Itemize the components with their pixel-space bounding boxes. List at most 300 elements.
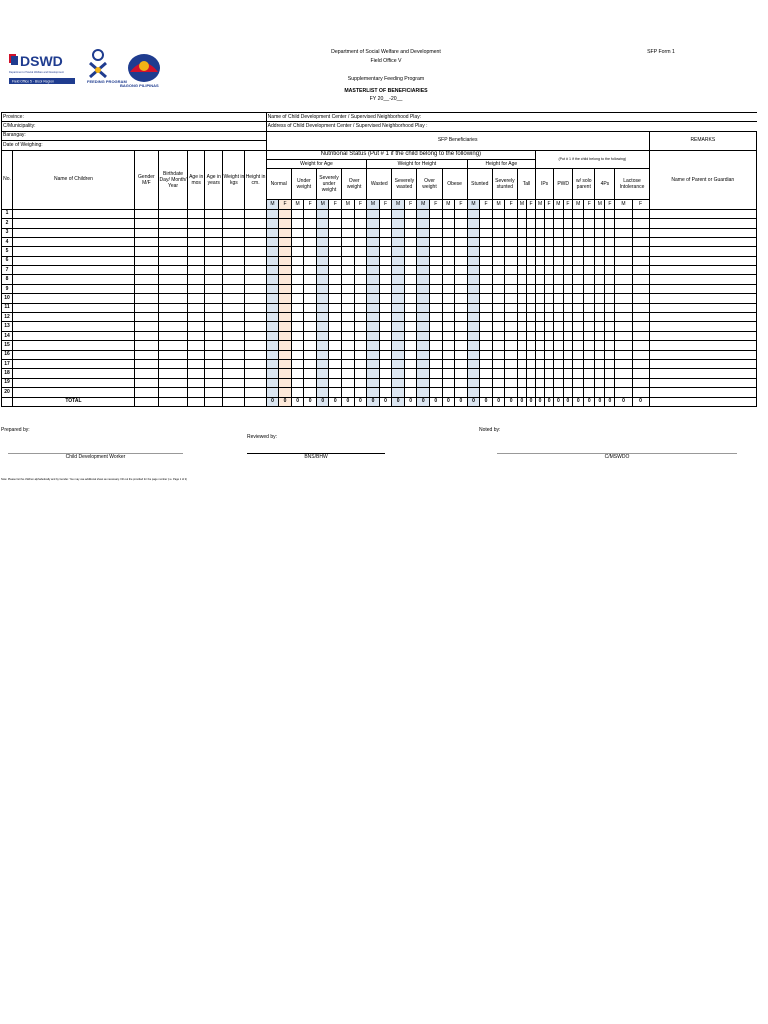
status-cell[interactable] — [467, 284, 480, 293]
status-cell[interactable] — [266, 294, 279, 303]
status-cell[interactable] — [329, 284, 342, 293]
status-cell[interactable] — [266, 359, 279, 368]
status-cell[interactable] — [404, 303, 417, 312]
status-cell[interactable] — [467, 369, 480, 378]
status-cell[interactable] — [392, 247, 405, 256]
status-cell[interactable] — [417, 247, 430, 256]
status-cell[interactable] — [573, 256, 584, 265]
status-cell[interactable] — [455, 322, 468, 331]
input-cell[interactable] — [205, 331, 223, 340]
status-cell[interactable] — [404, 228, 417, 237]
input-cell[interactable] — [188, 219, 205, 228]
status-cell[interactable] — [429, 228, 442, 237]
status-cell[interactable] — [329, 247, 342, 256]
status-cell[interactable] — [392, 341, 405, 350]
input-cell[interactable] — [245, 256, 266, 265]
status-cell[interactable] — [545, 313, 554, 322]
status-cell[interactable] — [342, 331, 355, 340]
status-cell[interactable] — [573, 341, 584, 350]
status-cell[interactable] — [392, 256, 405, 265]
status-cell[interactable] — [379, 341, 392, 350]
status-cell[interactable] — [526, 388, 535, 397]
status-cell[interactable] — [517, 219, 526, 228]
status-cell[interactable] — [354, 219, 367, 228]
status-cell[interactable] — [316, 209, 329, 218]
status-cell[interactable] — [615, 275, 632, 284]
status-cell[interactable] — [595, 266, 605, 275]
status-cell[interactable] — [505, 275, 518, 284]
status-cell[interactable] — [505, 303, 518, 312]
status-cell[interactable] — [573, 331, 584, 340]
status-cell[interactable] — [517, 228, 526, 237]
status-cell[interactable] — [545, 341, 554, 350]
status-cell[interactable] — [291, 313, 304, 322]
input-cell[interactable] — [245, 284, 266, 293]
status-cell[interactable] — [342, 322, 355, 331]
status-cell[interactable] — [342, 209, 355, 218]
status-cell[interactable] — [554, 313, 564, 322]
status-cell[interactable] — [536, 228, 545, 237]
input-cell[interactable] — [205, 294, 223, 303]
status-cell[interactable] — [563, 313, 573, 322]
status-cell[interactable] — [492, 219, 505, 228]
status-cell[interactable] — [554, 256, 564, 265]
status-cell[interactable] — [354, 247, 367, 256]
status-cell[interactable] — [291, 350, 304, 359]
status-cell[interactable] — [392, 219, 405, 228]
status-cell[interactable] — [329, 266, 342, 275]
status-cell[interactable] — [379, 350, 392, 359]
status-cell[interactable] — [442, 256, 455, 265]
status-cell[interactable] — [279, 275, 292, 284]
status-cell[interactable] — [304, 350, 317, 359]
status-cell[interactable] — [266, 228, 279, 237]
input-cell[interactable] — [205, 247, 223, 256]
input-cell[interactable] — [13, 237, 135, 246]
status-cell[interactable] — [573, 228, 584, 237]
status-cell[interactable] — [545, 284, 554, 293]
status-cell[interactable] — [429, 341, 442, 350]
status-cell[interactable] — [632, 322, 649, 331]
parent-cell[interactable] — [649, 275, 756, 284]
status-cell[interactable] — [329, 378, 342, 387]
status-cell[interactable] — [545, 228, 554, 237]
status-cell[interactable] — [492, 341, 505, 350]
status-cell[interactable] — [316, 247, 329, 256]
status-cell[interactable] — [615, 331, 632, 340]
input-cell[interactable] — [223, 284, 245, 293]
input-cell[interactable] — [13, 303, 135, 312]
status-cell[interactable] — [573, 237, 584, 246]
status-cell[interactable] — [404, 266, 417, 275]
status-cell[interactable] — [354, 237, 367, 246]
status-cell[interactable] — [442, 378, 455, 387]
status-cell[interactable] — [291, 303, 304, 312]
input-cell[interactable] — [223, 219, 245, 228]
status-cell[interactable] — [329, 313, 342, 322]
status-cell[interactable] — [584, 331, 595, 340]
status-cell[interactable] — [304, 219, 317, 228]
input-cell[interactable] — [13, 247, 135, 256]
status-cell[interactable] — [455, 303, 468, 312]
status-cell[interactable] — [342, 219, 355, 228]
status-cell[interactable] — [632, 228, 649, 237]
status-cell[interactable] — [291, 294, 304, 303]
status-cell[interactable] — [442, 275, 455, 284]
status-cell[interactable] — [367, 256, 380, 265]
status-cell[interactable] — [316, 284, 329, 293]
status-cell[interactable] — [392, 378, 405, 387]
status-cell[interactable] — [563, 266, 573, 275]
input-cell[interactable] — [188, 275, 205, 284]
input-cell[interactable] — [13, 331, 135, 340]
status-cell[interactable] — [367, 266, 380, 275]
status-cell[interactable] — [404, 369, 417, 378]
status-cell[interactable] — [367, 388, 380, 397]
input-cell[interactable] — [205, 341, 223, 350]
input-cell[interactable] — [188, 247, 205, 256]
input-cell[interactable] — [188, 341, 205, 350]
status-cell[interactable] — [584, 378, 595, 387]
status-cell[interactable] — [291, 322, 304, 331]
input-cell[interactable] — [223, 256, 245, 265]
status-cell[interactable] — [632, 359, 649, 368]
status-cell[interactable] — [367, 247, 380, 256]
status-cell[interactable] — [279, 369, 292, 378]
input-cell[interactable] — [158, 322, 187, 331]
status-cell[interactable] — [429, 313, 442, 322]
status-cell[interactable] — [492, 237, 505, 246]
status-cell[interactable] — [392, 388, 405, 397]
status-cell[interactable] — [605, 209, 615, 218]
status-cell[interactable] — [379, 219, 392, 228]
status-cell[interactable] — [517, 350, 526, 359]
input-cell[interactable] — [188, 228, 205, 237]
status-cell[interactable] — [304, 331, 317, 340]
status-cell[interactable] — [379, 209, 392, 218]
status-cell[interactable] — [417, 237, 430, 246]
status-cell[interactable] — [379, 284, 392, 293]
status-cell[interactable] — [304, 275, 317, 284]
status-cell[interactable] — [492, 322, 505, 331]
status-cell[interactable] — [526, 341, 535, 350]
status-cell[interactable] — [379, 331, 392, 340]
status-cell[interactable] — [379, 275, 392, 284]
status-cell[interactable] — [605, 378, 615, 387]
input-cell[interactable] — [223, 247, 245, 256]
input-cell[interactable] — [205, 209, 223, 218]
status-cell[interactable] — [615, 256, 632, 265]
status-cell[interactable] — [536, 303, 545, 312]
status-cell[interactable] — [279, 313, 292, 322]
input-cell[interactable] — [188, 322, 205, 331]
status-cell[interactable] — [467, 219, 480, 228]
status-cell[interactable] — [266, 331, 279, 340]
status-cell[interactable] — [316, 275, 329, 284]
status-cell[interactable] — [354, 378, 367, 387]
status-cell[interactable] — [573, 378, 584, 387]
status-cell[interactable] — [563, 322, 573, 331]
status-cell[interactable] — [480, 350, 493, 359]
status-cell[interactable] — [517, 266, 526, 275]
input-cell[interactable] — [223, 275, 245, 284]
status-cell[interactable] — [492, 303, 505, 312]
status-cell[interactable] — [605, 303, 615, 312]
status-cell[interactable] — [480, 228, 493, 237]
status-cell[interactable] — [329, 237, 342, 246]
status-cell[interactable] — [354, 303, 367, 312]
status-cell[interactable] — [545, 294, 554, 303]
status-cell[interactable] — [279, 219, 292, 228]
status-cell[interactable] — [526, 228, 535, 237]
status-cell[interactable] — [595, 219, 605, 228]
status-cell[interactable] — [480, 294, 493, 303]
status-cell[interactable] — [304, 256, 317, 265]
status-cell[interactable] — [480, 378, 493, 387]
status-cell[interactable] — [545, 350, 554, 359]
status-cell[interactable] — [367, 359, 380, 368]
input-cell[interactable] — [245, 266, 266, 275]
status-cell[interactable] — [455, 247, 468, 256]
status-cell[interactable] — [279, 209, 292, 218]
status-cell[interactable] — [404, 378, 417, 387]
status-cell[interactable] — [480, 369, 493, 378]
status-cell[interactable] — [429, 359, 442, 368]
status-cell[interactable] — [554, 359, 564, 368]
status-cell[interactable] — [342, 388, 355, 397]
status-cell[interactable] — [517, 247, 526, 256]
parent-cell[interactable] — [649, 228, 756, 237]
input-cell[interactable] — [245, 331, 266, 340]
status-cell[interactable] — [480, 247, 493, 256]
status-cell[interactable] — [342, 247, 355, 256]
input-cell[interactable] — [13, 284, 135, 293]
status-cell[interactable] — [404, 350, 417, 359]
parent-cell[interactable] — [649, 341, 756, 350]
input-cell[interactable] — [158, 237, 187, 246]
parent-cell[interactable] — [649, 388, 756, 397]
status-cell[interactable] — [545, 303, 554, 312]
status-cell[interactable] — [404, 359, 417, 368]
status-cell[interactable] — [632, 209, 649, 218]
status-cell[interactable] — [379, 266, 392, 275]
status-cell[interactable] — [517, 378, 526, 387]
parent-cell[interactable] — [649, 284, 756, 293]
status-cell[interactable] — [367, 275, 380, 284]
input-cell[interactable] — [134, 256, 158, 265]
status-cell[interactable] — [354, 388, 367, 397]
status-cell[interactable] — [563, 219, 573, 228]
status-cell[interactable] — [595, 275, 605, 284]
status-cell[interactable] — [329, 228, 342, 237]
status-cell[interactable] — [316, 341, 329, 350]
status-cell[interactable] — [304, 294, 317, 303]
status-cell[interactable] — [367, 209, 380, 218]
status-cell[interactable] — [554, 341, 564, 350]
status-cell[interactable] — [517, 331, 526, 340]
status-cell[interactable] — [467, 247, 480, 256]
status-cell[interactable] — [517, 341, 526, 350]
status-cell[interactable] — [595, 313, 605, 322]
status-cell[interactable] — [563, 284, 573, 293]
input-cell[interactable] — [134, 350, 158, 359]
input-cell[interactable] — [13, 313, 135, 322]
status-cell[interactable] — [429, 209, 442, 218]
status-cell[interactable] — [573, 284, 584, 293]
input-cell[interactable] — [223, 303, 245, 312]
status-cell[interactable] — [392, 266, 405, 275]
status-cell[interactable] — [467, 331, 480, 340]
status-cell[interactable] — [266, 313, 279, 322]
status-cell[interactable] — [545, 331, 554, 340]
status-cell[interactable] — [573, 369, 584, 378]
input-cell[interactable] — [245, 341, 266, 350]
status-cell[interactable] — [279, 303, 292, 312]
status-cell[interactable] — [455, 378, 468, 387]
status-cell[interactable] — [442, 369, 455, 378]
status-cell[interactable] — [316, 322, 329, 331]
status-cell[interactable] — [429, 275, 442, 284]
status-cell[interactable] — [632, 275, 649, 284]
status-cell[interactable] — [573, 359, 584, 368]
status-cell[interactable] — [467, 266, 480, 275]
status-cell[interactable] — [404, 247, 417, 256]
status-cell[interactable] — [526, 247, 535, 256]
status-cell[interactable] — [354, 266, 367, 275]
status-cell[interactable] — [632, 303, 649, 312]
status-cell[interactable] — [536, 378, 545, 387]
status-cell[interactable] — [480, 256, 493, 265]
status-cell[interactable] — [536, 341, 545, 350]
parent-cell[interactable] — [649, 247, 756, 256]
input-cell[interactable] — [13, 256, 135, 265]
status-cell[interactable] — [291, 228, 304, 237]
status-cell[interactable] — [573, 350, 584, 359]
status-cell[interactable] — [573, 313, 584, 322]
status-cell[interactable] — [615, 247, 632, 256]
status-cell[interactable] — [563, 303, 573, 312]
input-cell[interactable] — [188, 256, 205, 265]
input-cell[interactable] — [205, 378, 223, 387]
status-cell[interactable] — [455, 294, 468, 303]
status-cell[interactable] — [342, 313, 355, 322]
status-cell[interactable] — [545, 266, 554, 275]
status-cell[interactable] — [545, 322, 554, 331]
status-cell[interactable] — [563, 388, 573, 397]
status-cell[interactable] — [526, 209, 535, 218]
status-cell[interactable] — [480, 331, 493, 340]
status-cell[interactable] — [279, 350, 292, 359]
status-cell[interactable] — [492, 350, 505, 359]
status-cell[interactable] — [563, 350, 573, 359]
input-cell[interactable] — [223, 294, 245, 303]
input-cell[interactable] — [245, 350, 266, 359]
input-cell[interactable] — [223, 313, 245, 322]
status-cell[interactable] — [442, 388, 455, 397]
status-cell[interactable] — [291, 341, 304, 350]
status-cell[interactable] — [342, 350, 355, 359]
status-cell[interactable] — [379, 378, 392, 387]
status-cell[interactable] — [455, 266, 468, 275]
input-cell[interactable] — [134, 331, 158, 340]
status-cell[interactable] — [455, 219, 468, 228]
status-cell[interactable] — [442, 247, 455, 256]
input-cell[interactable] — [158, 256, 187, 265]
status-cell[interactable] — [526, 303, 535, 312]
input-cell[interactable] — [223, 341, 245, 350]
input-cell[interactable] — [13, 219, 135, 228]
status-cell[interactable] — [354, 313, 367, 322]
status-cell[interactable] — [554, 378, 564, 387]
status-cell[interactable] — [517, 303, 526, 312]
input-cell[interactable] — [13, 369, 135, 378]
status-cell[interactable] — [467, 341, 480, 350]
input-cell[interactable] — [205, 369, 223, 378]
input-cell[interactable] — [158, 313, 187, 322]
status-cell[interactable] — [379, 247, 392, 256]
status-cell[interactable] — [536, 369, 545, 378]
status-cell[interactable] — [442, 237, 455, 246]
parent-cell[interactable] — [649, 378, 756, 387]
status-cell[interactable] — [304, 313, 317, 322]
input-cell[interactable] — [188, 284, 205, 293]
status-cell[interactable] — [526, 266, 535, 275]
parent-cell[interactable] — [649, 294, 756, 303]
status-cell[interactable] — [526, 313, 535, 322]
status-cell[interactable] — [584, 359, 595, 368]
status-cell[interactable] — [563, 247, 573, 256]
status-cell[interactable] — [584, 284, 595, 293]
status-cell[interactable] — [367, 313, 380, 322]
status-cell[interactable] — [573, 219, 584, 228]
status-cell[interactable] — [554, 219, 564, 228]
status-cell[interactable] — [266, 388, 279, 397]
status-cell[interactable] — [526, 219, 535, 228]
status-cell[interactable] — [304, 266, 317, 275]
input-cell[interactable] — [205, 266, 223, 275]
status-cell[interactable] — [316, 331, 329, 340]
input-cell[interactable] — [205, 237, 223, 246]
status-cell[interactable] — [505, 378, 518, 387]
status-cell[interactable] — [367, 294, 380, 303]
status-cell[interactable] — [329, 256, 342, 265]
status-cell[interactable] — [605, 322, 615, 331]
status-cell[interactable] — [279, 331, 292, 340]
status-cell[interactable] — [266, 219, 279, 228]
status-cell[interactable] — [342, 378, 355, 387]
status-cell[interactable] — [605, 284, 615, 293]
status-cell[interactable] — [367, 341, 380, 350]
status-cell[interactable] — [492, 369, 505, 378]
status-cell[interactable] — [584, 369, 595, 378]
status-cell[interactable] — [467, 350, 480, 359]
status-cell[interactable] — [517, 284, 526, 293]
status-cell[interactable] — [505, 284, 518, 293]
status-cell[interactable] — [316, 256, 329, 265]
input-cell[interactable] — [158, 284, 187, 293]
status-cell[interactable] — [279, 294, 292, 303]
status-cell[interactable] — [429, 378, 442, 387]
status-cell[interactable] — [429, 322, 442, 331]
status-cell[interactable] — [595, 237, 605, 246]
status-cell[interactable] — [279, 341, 292, 350]
input-cell[interactable] — [205, 228, 223, 237]
status-cell[interactable] — [354, 294, 367, 303]
status-cell[interactable] — [505, 350, 518, 359]
status-cell[interactable] — [605, 388, 615, 397]
status-cell[interactable] — [266, 284, 279, 293]
status-cell[interactable] — [615, 219, 632, 228]
